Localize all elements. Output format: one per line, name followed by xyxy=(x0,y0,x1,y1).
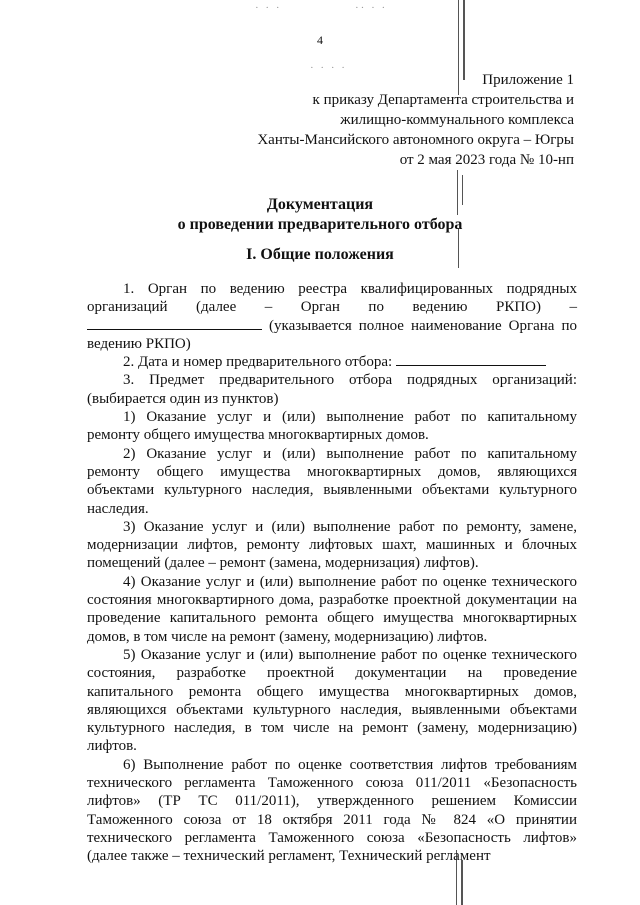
paragraph-2: 2. Дата и номер предварительного отбора: xyxy=(87,353,577,371)
scan-artifact-dots: · · · xyxy=(255,2,282,14)
paragraph-3-1: 1) Оказание услуг и (или) выполнение работ по капитальному ремонту общего имущества многоквартирных домов. xyxy=(87,409,577,444)
paragraph-3-3: 3) Оказание услуг и (или) выполнение работ по ремонту, замене, модернизации лифтов, ремонту лифтовых шахт, машинных и блочных помещений (далее – ремонт (замена, модернизация) лифтов). xyxy=(87,518,577,572)
appendix-line: Ханты-Мансийского автономного округа – Югры xyxy=(257,132,574,148)
appendix-block xyxy=(257,70,574,170)
scan-artifact-dots: · · · · xyxy=(310,62,347,74)
scan-artifact-dots: ·· · · xyxy=(355,2,388,14)
document-title: Документация xyxy=(266,196,374,213)
paragraph-1: 1. Орган по ведению реестра квалифицированных подрядных организаций (далее – Орган по ведению РКПО) – (указывается полное наименование Органа по ведению РКПО) xyxy=(87,281,578,352)
paragraph-3: 3. Предмет предварительного отбора подрядных организаций: (выбирается один из пунктов) xyxy=(87,372,577,407)
document-subtitle: о проведении предварительного отбора xyxy=(177,216,463,233)
page-number: 4 xyxy=(317,33,323,47)
document-body xyxy=(87,280,577,866)
appendix-line: жилищно-коммунального комплекса xyxy=(340,112,574,128)
paragraph-3-5: 5) Оказание услуг и (или) выполнение работ по оценке технического состояния, разработке проектной документации на проведение капитального ремонта общего имущества многоквартирных домов, являющихся объектами культурного наследия, выявленными объектами культурного наследия, в том числе на ремонт (замену, модернизацию) лифтов. xyxy=(87,646,577,755)
paragraph-3-4: 4) Оказание услуг и (или) выполнение работ по оценке технического состояния многоквартирного дома, разработке проектной документации на проведение капитального ремонта общего имущества многоквартирных домов, в том числе на ремонт (замену, модернизацию) лифтов. xyxy=(87,573,577,645)
paragraph-3-2: 2) Оказание услуг и (или) выполнение работ по капитальному ремонту общего имущества многоквартирных домов, являющихся объектами культурного наследия, выявленными объектами культурного наследия. xyxy=(87,445,577,517)
appendix-line: от 2 мая 2023 года № 10-нп xyxy=(399,152,574,168)
section-heading: I. Общие положения xyxy=(246,246,394,263)
appendix-line: к приказу Департамента строительства и xyxy=(312,92,574,108)
paragraph-3-6: 6) Выполнение работ по оценке соответствия лифтов требованиям технического регламента Таможенного союза 011/2011 «Безопасность лифтов» (ТР ТС 011/2011), утвержденного решением Комиссии Таможенного союза от 18 октября 2011 года № 824 «О принятии технического регламента Таможенного союза «Безопасность лифтов» (далее также – технический регламент, Технический регламент xyxy=(87,756,577,865)
appendix-line: Приложение 1 xyxy=(482,72,574,88)
scan-artifact-line xyxy=(461,860,463,905)
